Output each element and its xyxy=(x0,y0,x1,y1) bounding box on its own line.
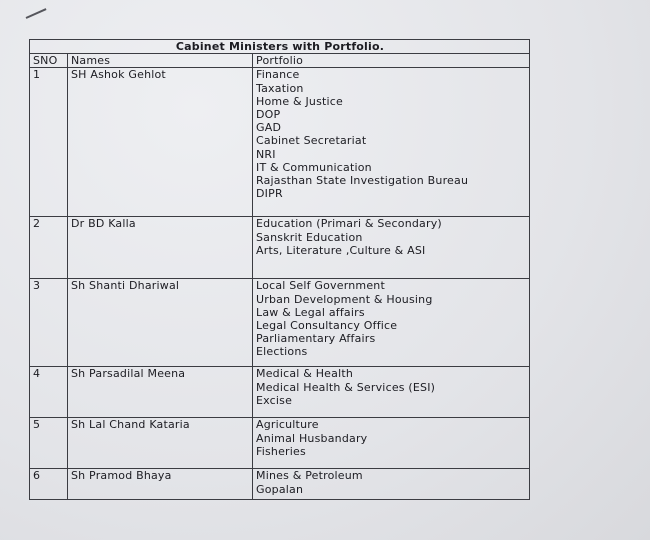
portfolio-item: Local Self Government xyxy=(256,279,385,293)
row-portfolio xyxy=(253,68,530,217)
portfolio-item: Animal Husbandary xyxy=(256,431,368,445)
portfolio-item: DIPR xyxy=(256,187,283,201)
table-title-row xyxy=(30,40,530,54)
row-name: Sh Pramod Bhaya xyxy=(68,469,253,500)
pen-stroke-mark xyxy=(26,8,47,19)
portfolio-item: Taxation xyxy=(256,81,304,95)
row-sno: 6 xyxy=(30,469,68,500)
portfolio-item: Urban Development & Housing xyxy=(256,292,433,306)
row-portfolio xyxy=(253,217,530,279)
table-row xyxy=(30,279,530,367)
portfolio-item: Home & Justice xyxy=(256,94,343,108)
row-sno: 2 xyxy=(30,217,68,279)
portfolio-item: Parliamentary Affairs xyxy=(256,332,376,346)
portfolio-item: Rajasthan State Investigation Bureau xyxy=(256,174,469,188)
table-row xyxy=(30,418,530,469)
table-row xyxy=(30,469,530,500)
portfolio-item: Arts, Literature ,Culture & ASI xyxy=(256,243,426,257)
portfolio-item: Medical Health & Services (ESI) xyxy=(256,380,436,394)
cabinet-ministers-table xyxy=(29,39,530,500)
row-portfolio xyxy=(253,279,530,367)
row-portfolio xyxy=(253,418,530,469)
row-portfolio xyxy=(253,367,530,418)
header-portfolio: Portfolio xyxy=(253,54,530,68)
row-name: Sh Lal Chand Kataria xyxy=(68,418,253,469)
row-sno: 5 xyxy=(30,418,68,469)
portfolio-item: IT & Communication xyxy=(256,160,372,174)
portfolio-item: Medical & Health xyxy=(256,367,354,381)
table-title: Cabinet Ministers with Portfolio. xyxy=(30,40,530,54)
portfolio-item: Agriculture xyxy=(256,418,319,432)
header-names: Names xyxy=(68,54,253,68)
portfolio-item: Mines & Petroleum xyxy=(256,469,363,483)
portfolio-item: Fisheries xyxy=(256,444,306,458)
table-row xyxy=(30,367,530,418)
portfolio-item: Law & Legal affairs xyxy=(256,305,365,319)
row-portfolio xyxy=(253,469,530,500)
row-sno: 3 xyxy=(30,279,68,367)
portfolio-item: NRI xyxy=(256,147,276,161)
row-sno: 1 xyxy=(30,68,68,217)
portfolio-item: Legal Consultancy Office xyxy=(256,319,398,333)
row-name: Sh Shanti Dhariwal xyxy=(68,279,253,367)
header-sno: SNO xyxy=(30,54,68,68)
table-row xyxy=(30,68,530,217)
portfolio-item: Gopalan xyxy=(256,482,304,496)
portfolio-item: GAD xyxy=(256,121,282,135)
portfolio-item: Education (Primari & Secondary) xyxy=(256,217,442,231)
portfolio-item: Excise xyxy=(256,393,293,407)
table-header-row xyxy=(30,54,530,68)
row-name: SH Ashok Gehlot xyxy=(68,68,253,217)
portfolio-item: Finance xyxy=(256,68,300,82)
table-row xyxy=(30,217,530,279)
row-sno: 4 xyxy=(30,367,68,418)
portfolio-item: Elections xyxy=(256,345,308,359)
portfolio-item: Sanskrit Education xyxy=(256,230,363,244)
portfolio-item: Cabinet Secretariat xyxy=(256,134,367,148)
portfolio-item: DOP xyxy=(256,108,281,122)
row-name: Dr BD Kalla xyxy=(68,217,253,279)
row-name: Sh Parsadilal Meena xyxy=(68,367,253,418)
